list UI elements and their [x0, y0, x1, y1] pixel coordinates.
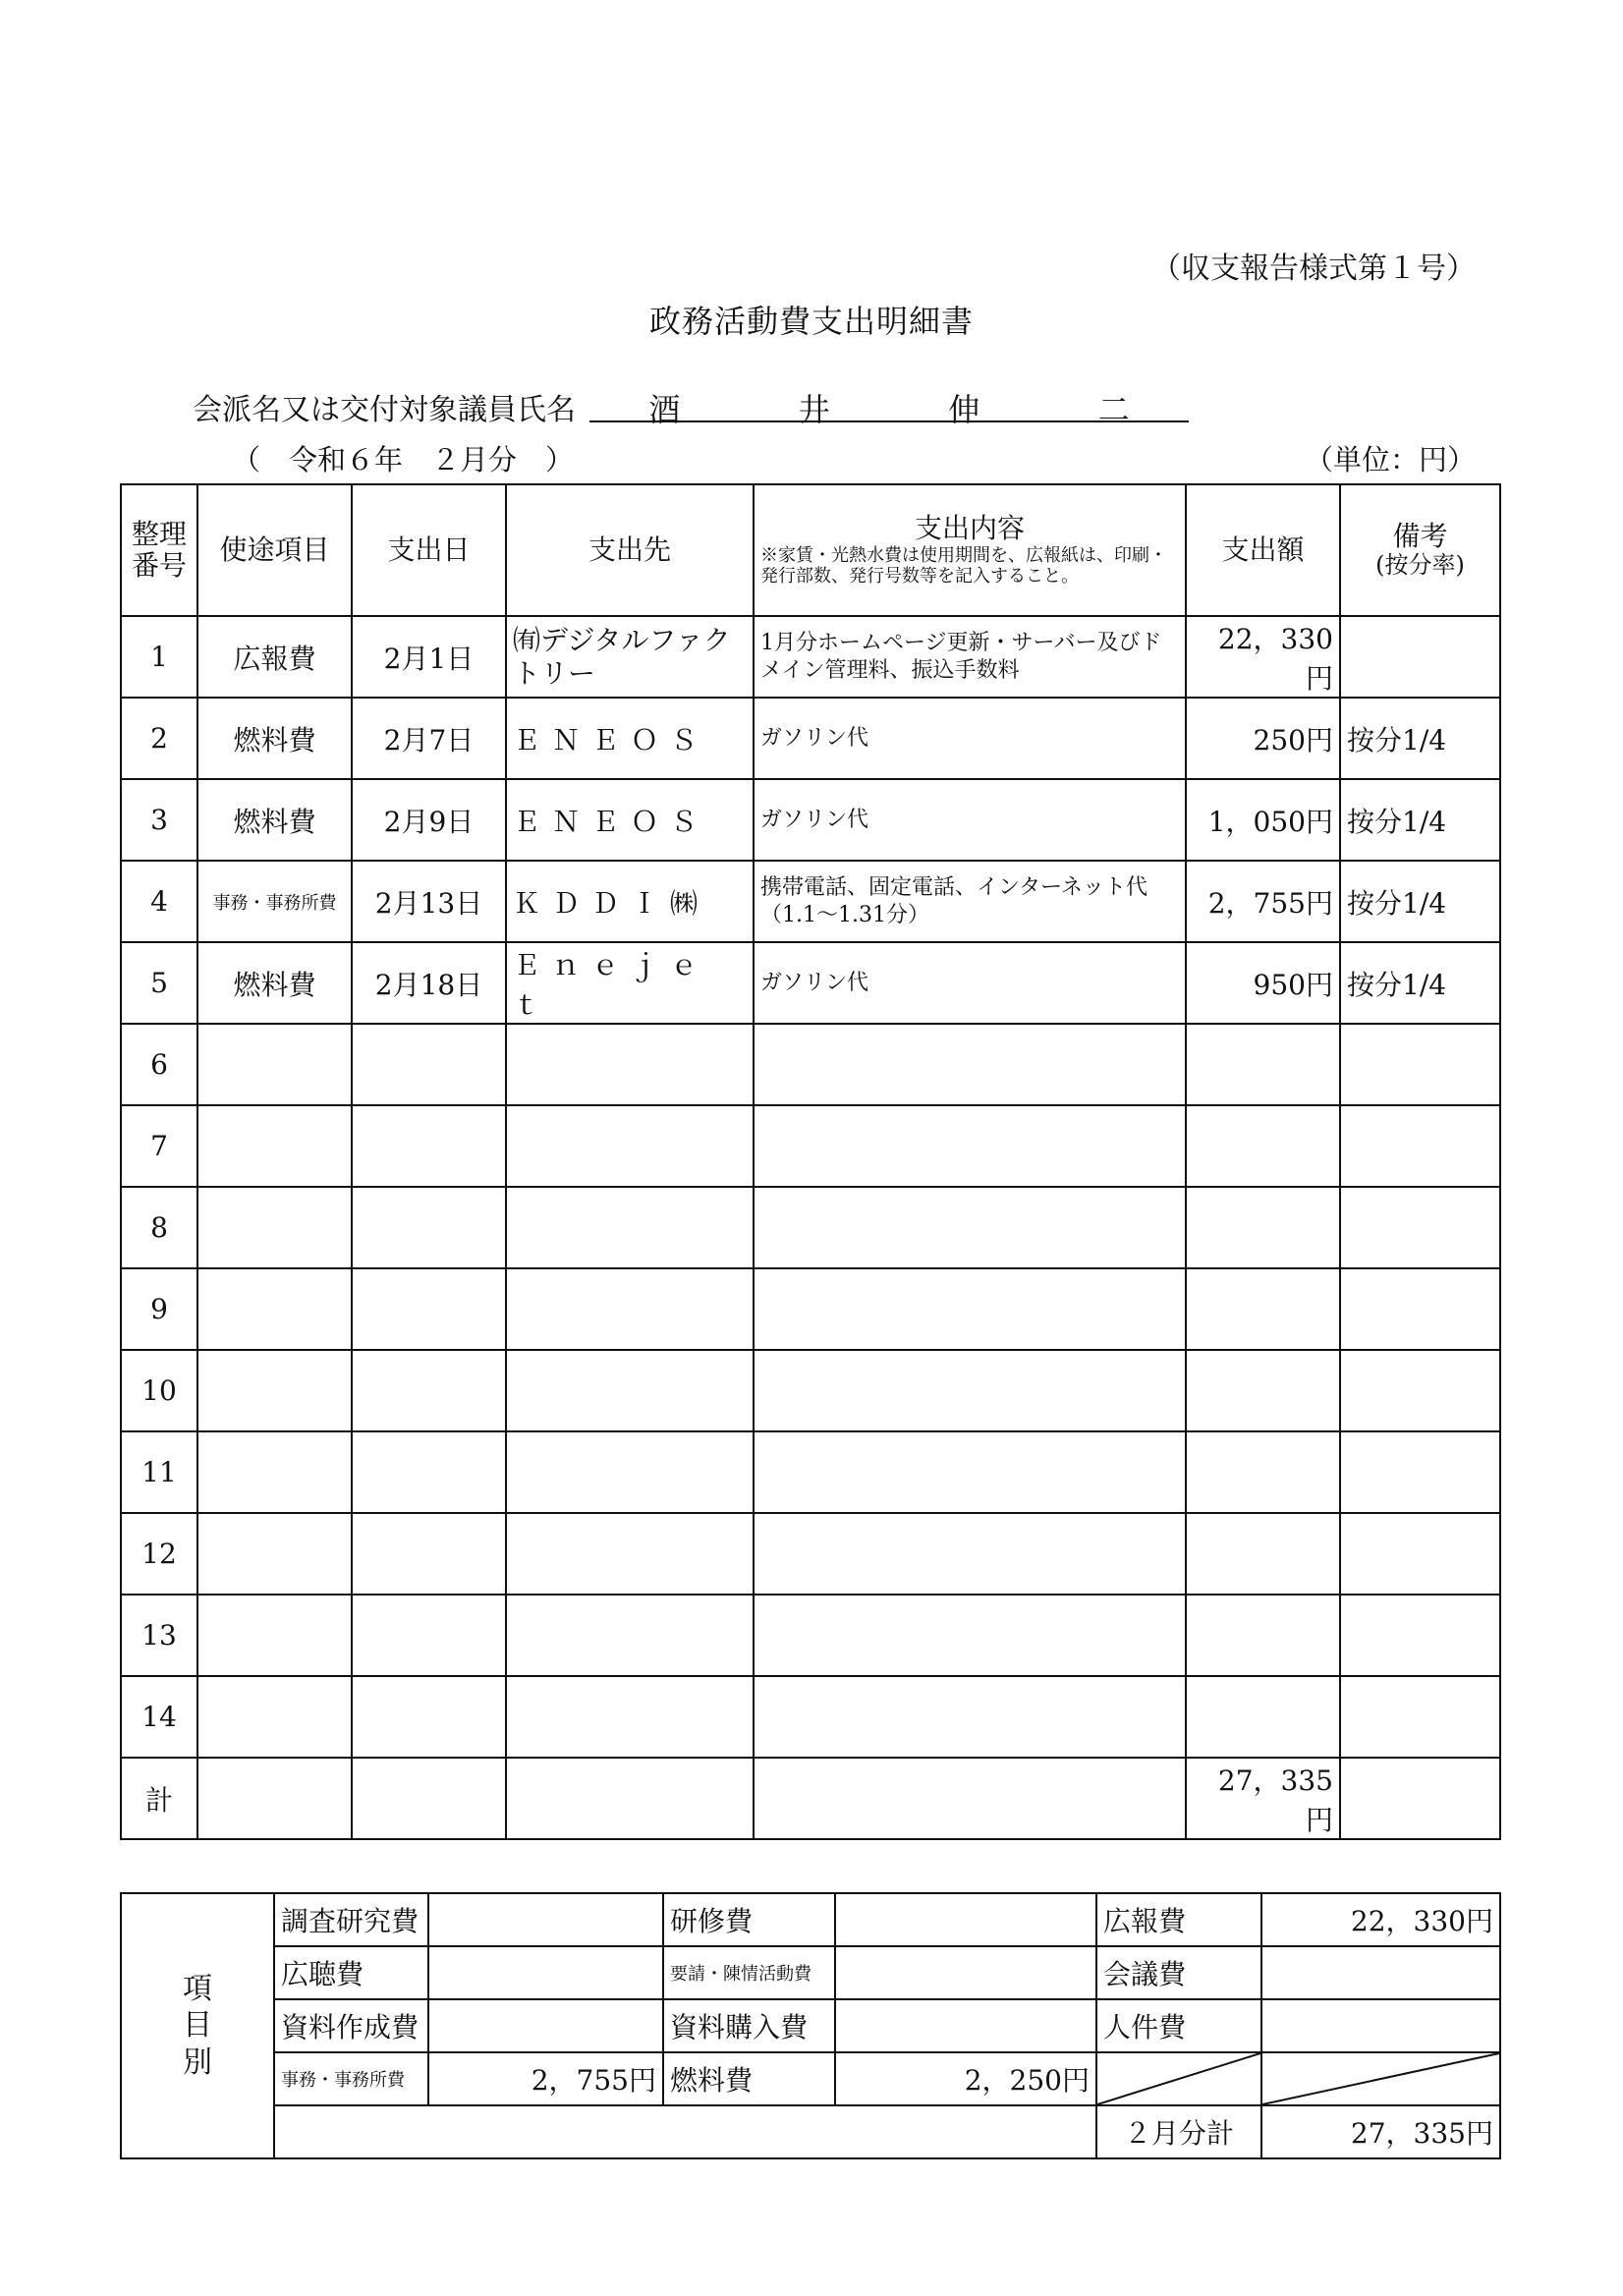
member-name-char: 井: [798, 391, 830, 428]
row-content: ガソリン代: [754, 698, 1186, 779]
row-item: [197, 1513, 352, 1595]
row-remarks: [1340, 1105, 1500, 1187]
member-name-char: 二: [1097, 391, 1130, 428]
month-total-value: 27，335円: [1261, 2105, 1500, 2158]
table-row: [121, 1105, 1500, 1187]
table-row: [121, 1676, 1500, 1758]
col-header-payee: 支出先: [506, 484, 754, 616]
row-item: [197, 1024, 352, 1105]
row-content: [754, 1187, 1186, 1268]
document-title: 政務活動費支出明細書: [648, 303, 974, 340]
hearing-value: [428, 1946, 663, 1999]
row-item: [197, 1350, 352, 1431]
row-payee: ＥＮＥＯＳ: [506, 698, 754, 779]
row-no: 14: [121, 1676, 197, 1758]
row-remarks: 按分1/4: [1340, 698, 1500, 779]
row-payee: [506, 1024, 754, 1105]
row-content: ガソリン代: [754, 779, 1186, 861]
petition-value: [835, 1946, 1096, 1999]
total-empty: [197, 1758, 352, 1839]
table-row: [121, 698, 1500, 779]
content-header-note: ※家賃・光熱水費は使用期間を、広報紙は、印刷・発行部数、発行号数等を記入すること。: [760, 544, 1167, 588]
row-payee: [506, 1595, 754, 1676]
form-number: （収支報告様式第１号）: [1151, 252, 1476, 286]
row-remarks: 按分1/4: [1340, 861, 1500, 942]
side-char: 目: [183, 2008, 212, 2044]
research-value: [428, 1893, 663, 1946]
row-item: 燃料費: [197, 698, 352, 779]
row-payee: [506, 1350, 754, 1431]
row-date: 2月18日: [352, 942, 506, 1024]
training-value: [835, 1893, 1096, 1946]
remarks-header-sub: (按分率): [1375, 551, 1465, 580]
reporting-period: （ 令和６年 ２月分 ）: [232, 443, 575, 476]
row-content: [754, 1676, 1186, 1758]
expenditure-table: [120, 483, 1501, 1840]
row-content: [754, 1513, 1186, 1595]
personnel-value: [1261, 1999, 1500, 2052]
row-amount: [1186, 1513, 1340, 1595]
row-amount: [1186, 1431, 1340, 1513]
table-row: [121, 942, 1500, 1024]
row-item: [197, 1431, 352, 1513]
row-no: 3: [121, 779, 197, 861]
member-name: [589, 385, 1189, 430]
row-content: ガソリン代: [754, 942, 1186, 1024]
row-no: 2: [121, 698, 197, 779]
row-remarks: [1340, 1513, 1500, 1595]
row-date: [352, 1676, 506, 1758]
table-row: [121, 1431, 1500, 1513]
row-date: [352, 1513, 506, 1595]
row-item: [197, 1105, 352, 1187]
row-item: [197, 1268, 352, 1350]
col-header-date: 支出日: [352, 484, 506, 616]
col-header-item: 使途項目: [197, 484, 352, 616]
table-row: [121, 1595, 1500, 1676]
row-date: [352, 1350, 506, 1431]
row-no: 4: [121, 861, 197, 942]
row-content: [754, 1105, 1186, 1187]
row-date: [352, 1595, 506, 1676]
pr-label: 広報費: [1096, 1893, 1261, 1946]
row-payee: [506, 1105, 754, 1187]
table-row: [121, 1513, 1500, 1595]
row-remarks: [1340, 1187, 1500, 1268]
row-payee: [506, 1431, 754, 1513]
materials-prep-value: [428, 1999, 663, 2052]
research-label: 調査研究費: [274, 1893, 428, 1946]
row-date: [352, 1187, 506, 1268]
row-content: [754, 1268, 1186, 1350]
row-payee: ＥＮＥＯＳ: [506, 779, 754, 861]
diagonal-line: [1262, 2053, 1499, 2104]
unit-label: （単位：円）: [1304, 443, 1476, 476]
row-date: 2月13日: [352, 861, 506, 942]
row-content: [754, 1024, 1186, 1105]
row-content: [754, 1595, 1186, 1676]
office-label: 事務・事務所費: [274, 2052, 428, 2105]
col-header-amount: 支出額: [1186, 484, 1340, 616]
row-content: [754, 1350, 1186, 1431]
table-row: [121, 861, 1500, 942]
row-amount: 950円: [1186, 942, 1340, 1024]
row-payee: Ｅｎｅｊｅｔ: [506, 942, 754, 1024]
col-header-remarks: [1340, 484, 1500, 616]
col-header-no: 整理番号: [121, 484, 197, 616]
total-row: [121, 1758, 1500, 1839]
row-remarks: [1340, 1350, 1500, 1431]
row-payee: [506, 1268, 754, 1350]
row-amount: [1186, 1350, 1340, 1431]
diagonal-cell: [1261, 2052, 1500, 2105]
personnel-label: 人件費: [1096, 1999, 1261, 2052]
row-amount: 22，330円: [1186, 616, 1340, 698]
row-remarks: [1340, 1024, 1500, 1105]
row-date: [352, 1024, 506, 1105]
row-no: 9: [121, 1268, 197, 1350]
row-no: 6: [121, 1024, 197, 1105]
total-empty: [754, 1758, 1186, 1839]
member-name-char: 酒: [648, 391, 681, 428]
month-total-label: ２月分計: [1096, 2105, 1261, 2158]
row-date: 2月7日: [352, 698, 506, 779]
fuel-label: 燃料費: [663, 2052, 835, 2105]
row-date: [352, 1105, 506, 1187]
total-empty: [506, 1758, 754, 1839]
row-content: 1月分ホームページ更新・サーバー及びドメイン管理料、振込手数料: [754, 616, 1186, 698]
table-row: [121, 779, 1500, 861]
row-date: 2月1日: [352, 616, 506, 698]
row-payee: [506, 1187, 754, 1268]
row-no: 1: [121, 616, 197, 698]
row-no: 8: [121, 1187, 197, 1268]
fuel-value: 2，250円: [835, 2052, 1096, 2105]
row-amount: [1186, 1676, 1340, 1758]
table-row: [121, 616, 1500, 698]
meeting-value: [1261, 1946, 1500, 1999]
total-empty: [352, 1758, 506, 1839]
materials-purchase-value: [835, 1999, 1096, 2052]
member-label: 会派名又は交付対象議員氏名: [193, 393, 576, 427]
total-empty: [1340, 1758, 1500, 1839]
diagonal-line: [1097, 2053, 1260, 2104]
row-amount: [1186, 1024, 1340, 1105]
row-no: 10: [121, 1350, 197, 1431]
row-date: [352, 1431, 506, 1513]
member-name-char: 伸: [948, 391, 980, 428]
meeting-label: 会議費: [1096, 1946, 1261, 1999]
row-item: 事務・事務所費: [197, 861, 352, 942]
category-summary-table: [120, 1892, 1501, 2159]
row-no: 5: [121, 942, 197, 1024]
row-remarks: 按分1/4: [1340, 942, 1500, 1024]
row-amount: [1186, 1268, 1340, 1350]
row-remarks: [1340, 1431, 1500, 1513]
row-item: 燃料費: [197, 942, 352, 1024]
row-amount: 1，050円: [1186, 779, 1340, 861]
row-item: [197, 1676, 352, 1758]
row-payee: [506, 1676, 754, 1758]
row-payee: ㈲デジタルファクトリー: [506, 616, 754, 698]
table-row: [121, 1268, 1500, 1350]
materials-prep-label: 資料作成費: [274, 1999, 428, 2052]
row-amount: [1186, 1105, 1340, 1187]
row-item: [197, 1595, 352, 1676]
row-date: [352, 1268, 506, 1350]
row-no: 11: [121, 1431, 197, 1513]
table-row: [121, 1350, 1500, 1431]
row-date: 2月9日: [352, 779, 506, 861]
row-no: 7: [121, 1105, 197, 1187]
row-content: [754, 1431, 1186, 1513]
row-amount: 250円: [1186, 698, 1340, 779]
row-payee: [506, 1513, 754, 1595]
total-label: 計: [121, 1758, 197, 1839]
office-value: 2，755円: [428, 2052, 663, 2105]
row-item: 広報費: [197, 616, 352, 698]
remarks-header-title: 備考: [1392, 520, 1448, 553]
table-header-row: [121, 484, 1500, 616]
row-item: [197, 1187, 352, 1268]
row-amount: [1186, 1187, 1340, 1268]
table-row: [121, 1024, 1500, 1105]
side-char: 別: [183, 2044, 212, 2080]
row-no: 13: [121, 1595, 197, 1676]
row-remarks: 按分1/4: [1340, 779, 1500, 861]
row-remarks: [1340, 616, 1500, 698]
summary-blank: [274, 2105, 1096, 2158]
summary-side-label: [121, 1893, 274, 2158]
diagonal-cell: [1096, 2052, 1261, 2105]
row-amount: 2，755円: [1186, 861, 1340, 942]
training-label: 研修費: [663, 1893, 835, 1946]
row-no: 12: [121, 1513, 197, 1595]
row-remarks: [1340, 1268, 1500, 1350]
side-char: 項: [183, 1971, 212, 2006]
row-item: 燃料費: [197, 779, 352, 861]
pr-value: 22，330円: [1261, 1893, 1500, 1946]
col-header-content: [754, 484, 1186, 616]
row-content: 携帯電話、固定電話、インターネット代（1.1～1.31分）: [754, 861, 1186, 942]
row-remarks: [1340, 1676, 1500, 1758]
row-remarks: [1340, 1595, 1500, 1676]
table-row: [121, 1187, 1500, 1268]
row-amount: [1186, 1595, 1340, 1676]
total-amount: 27，335円: [1186, 1758, 1340, 1839]
row-payee: ＫＤＤＩ㈱: [506, 861, 754, 942]
petition-label: 要請・陳情活動費: [663, 1946, 835, 1999]
materials-purchase-label: 資料購入費: [663, 1999, 835, 2052]
hearing-label: 広聴費: [274, 1946, 428, 1999]
content-header-title: 支出内容: [914, 512, 1025, 545]
